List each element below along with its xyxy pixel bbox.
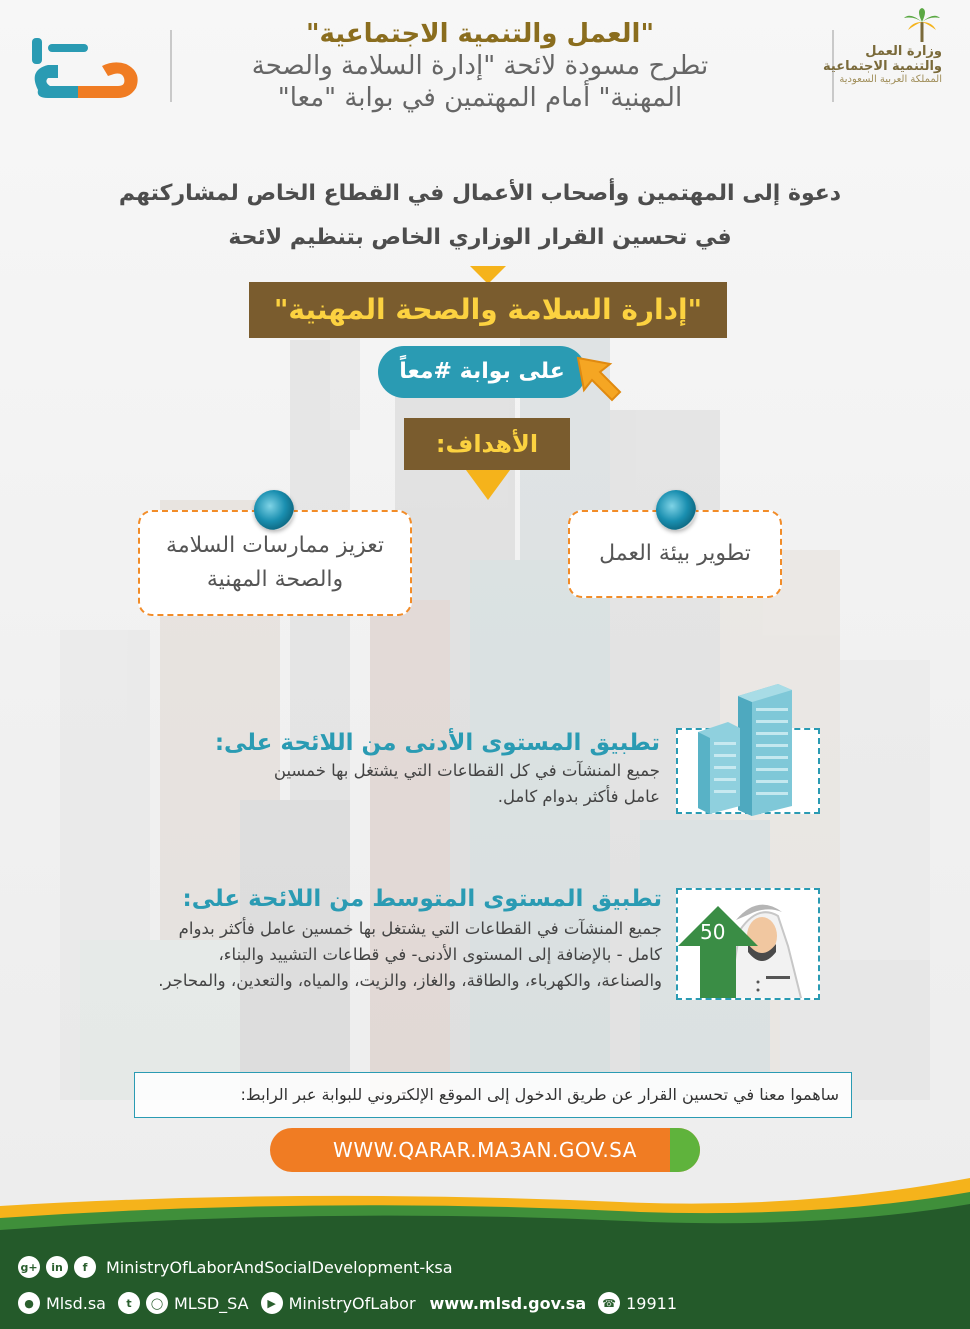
url-pill-accent — [670, 1128, 700, 1172]
phone-number[interactable]: 19911 — [626, 1293, 678, 1313]
social-handle-long[interactable]: MinistryOfLaborAndSocialDevelopment-ksa — [106, 1257, 453, 1277]
goal-dot-icon — [656, 490, 696, 530]
goal-2-line-2: والصحة المهنية — [206, 567, 344, 592]
footer-social-row-1 — [18, 1256, 453, 1278]
website-link[interactable]: www.mlsd.gov.sa — [429, 1293, 587, 1313]
buildings-icon — [692, 676, 802, 816]
tier-2-line-3: والصناعة، والكهرباء، والطاقة، والغاز، والزيت، والمياه، والتعدين، والمحاجر. — [158, 971, 662, 990]
tier-2-line-2: كامل - بالإضافة إلى المستوى الأدنى- في قطاعات التشييد والبناء، — [218, 945, 662, 964]
youtube-handle[interactable]: MinistryOfLabor — [288, 1293, 416, 1313]
snapchat-icon[interactable]: ● — [18, 1292, 40, 1314]
intro-text — [110, 172, 850, 260]
header-divider-left — [170, 30, 172, 102]
title-line-1: "العمل والتنمية الاجتماعية" — [305, 19, 655, 49]
instagram-icon[interactable]: ◯ — [146, 1292, 168, 1314]
footer-social-row-2 — [18, 1292, 677, 1314]
youtube-icon[interactable]: ▶ — [261, 1292, 283, 1314]
portal-url-link[interactable] — [270, 1128, 700, 1172]
title-line-2: تطرح مسودة لائحة "إدارة السلامة والصحة — [251, 51, 709, 81]
pointer-arrow-icon — [570, 350, 626, 406]
portal-pill: على بوابة #معاً — [378, 346, 586, 398]
tier-1-line-2: عامل فأكثر بدوام كامل. — [497, 787, 660, 806]
facebook-icon[interactable]: f — [74, 1256, 96, 1278]
triangle-down-icon — [466, 470, 510, 500]
goal-2-line-1: تعزيز ممارسات السلامة — [166, 533, 384, 558]
title-line-3: المهنية" أمام المهتمين في بوابة "معا" — [277, 83, 683, 113]
google-plus-icon[interactable]: g+ — [18, 1256, 40, 1278]
tier-1-title: تطبيق المستوى الأدنى من اللائحة على: — [214, 730, 660, 756]
regulation-title-banner: "إدارة السلامة والصحة المهنية" — [249, 282, 727, 338]
tier-2-line-1: جميع المنشآت في القطاعات التي يشتغل بها خمسين عامل فأكثر بدوام — [178, 919, 662, 938]
cta-text: ساهموا معنا في تحسين القرار عن طريق الدخول إلى الموقع الإلكتروني للبوابة عبر الرابط: — [134, 1072, 852, 1118]
intro-line-1: دعوة إلى المهتمين وأصحاب الأعمال في القطاع الخاص لمشاركتهم — [118, 181, 842, 206]
intro-line-2: في تحسين القرار الوزاري الخاص بتنظيم لائحة — [228, 225, 732, 250]
tier-1 — [160, 730, 660, 810]
linkedin-icon[interactable]: in — [46, 1256, 68, 1278]
goal-dot-icon — [254, 490, 294, 530]
portal-url-text[interactable]: WWW.QARAR.MA3AN.GOV.SA — [333, 1138, 637, 1162]
ministry-logo — [812, 8, 942, 85]
worker-count-badge: 50 — [700, 920, 726, 944]
tier-2-title: تطبيق المستوى المتوسط من اللائحة على: — [182, 886, 662, 912]
ministry-name-2: والتنمية الاجتماعية — [823, 59, 942, 74]
twitter-icon[interactable]: t — [118, 1292, 140, 1314]
ministry-country: المملكة العربية السعودية — [839, 74, 942, 85]
snapchat-handle[interactable]: Mlsd.sa — [46, 1293, 106, 1313]
palm-icon — [902, 8, 942, 42]
twitter-handle[interactable]: MLSD_SA — [173, 1293, 249, 1313]
goals-label: الأهداف: — [404, 418, 570, 470]
tier-1-line-1: جميع المنشآت في كل القطاعات التي يشتغل بها خمسين — [273, 761, 660, 780]
phone-icon: ☎ — [598, 1292, 620, 1314]
tier-2 — [60, 886, 662, 994]
goal-1-text: تطوير بيئة العمل — [599, 541, 751, 566]
worker-icon-box — [676, 888, 820, 1000]
maan-logo — [18, 30, 158, 110]
ministry-name-1: وزارة العمل — [865, 44, 942, 59]
page-title — [180, 18, 780, 114]
